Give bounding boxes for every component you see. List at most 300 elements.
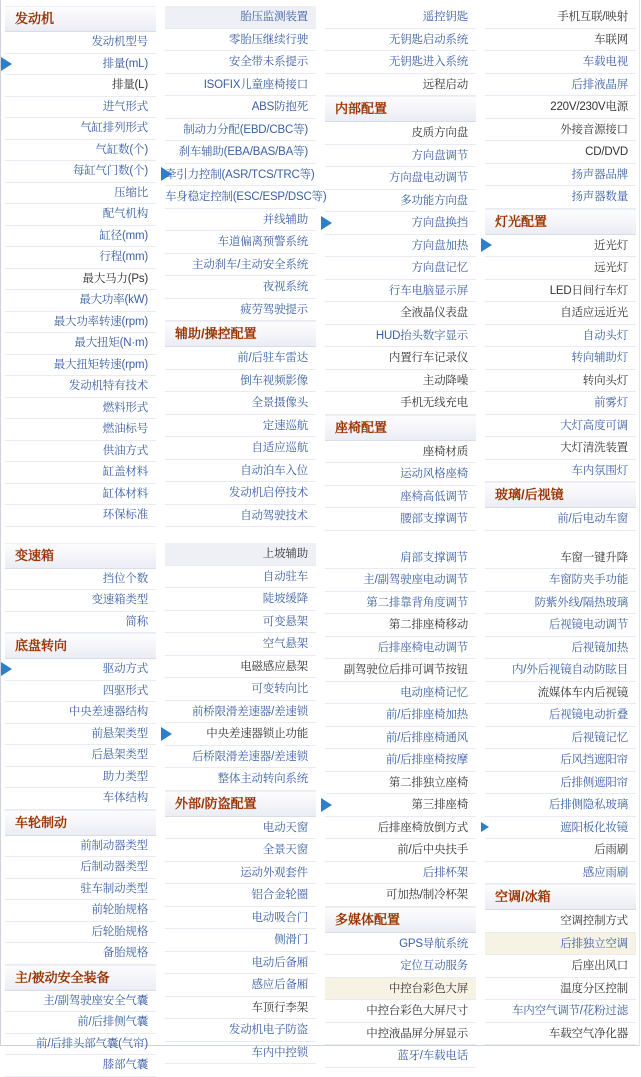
spec-item-label: 空调控制方式 — [560, 915, 628, 927]
spec-item-label: 车体结构 — [102, 792, 148, 804]
spec-item-link[interactable] — [5, 419, 156, 441]
section-header — [485, 482, 636, 508]
spec-item-link[interactable] — [5, 857, 156, 879]
spec-item-label: 行程(mm) — [99, 251, 148, 263]
spec-item-label: 前/后驻车雷达 — [237, 352, 308, 364]
spec-item-link[interactable] — [165, 1042, 316, 1065]
spec-item-link[interactable] — [485, 704, 636, 727]
spec-item-label: 中控台彩色大屏 — [388, 982, 468, 995]
spec-item-link[interactable] — [485, 392, 636, 415]
spec-item-label: 驻车制动类型 — [80, 882, 148, 895]
spec-item-label: 第二排独立座椅 — [388, 776, 468, 789]
spec-item-link[interactable] — [325, 122, 476, 145]
spec-item-label: 最大功率转速(rpm) — [53, 315, 148, 328]
spec-item-label: 内置行车记录仪 — [388, 352, 468, 364]
spec-item-link[interactable] — [5, 1055, 156, 1077]
spec-item-label: 中央差速器结构 — [68, 706, 148, 718]
spec-item-label: 车内氛围灯 — [571, 464, 628, 477]
spec-item-label: 可加热/制冷杯架 — [385, 889, 468, 901]
spec-item-link[interactable] — [325, 978, 476, 1001]
spec-item-link[interactable] — [5, 161, 156, 183]
spec-item-link[interactable] — [165, 543, 316, 566]
spec-item-link[interactable] — [165, 884, 316, 907]
spec-item-link[interactable] — [325, 257, 476, 280]
section-header — [5, 543, 156, 569]
spec-item-label: 燃油标号 — [102, 423, 148, 435]
spec-item-link[interactable] — [5, 441, 156, 463]
spec-item-link[interactable] — [325, 1023, 476, 1046]
spec-item-label: 无钥匙启动系统 — [388, 33, 468, 46]
spec-item-link[interactable] — [485, 235, 636, 258]
spec-item-link[interactable] — [485, 325, 636, 348]
spec-item-link[interactable] — [165, 119, 316, 142]
spec-item-label: 每缸气门数(个) — [72, 165, 148, 177]
spec-item-link[interactable] — [5, 204, 156, 226]
spec-item-link[interactable] — [325, 682, 476, 705]
spec-item-label: 220V/230V电源 — [550, 101, 628, 113]
spec-item-link[interactable] — [165, 164, 316, 187]
spec-item-label: 变速箱类型 — [91, 594, 148, 606]
spec-item-link[interactable] — [5, 788, 156, 810]
spec-item-link[interactable] — [5, 922, 156, 944]
spec-item-link[interactable] — [5, 75, 156, 97]
spec-item-link[interactable] — [485, 933, 636, 956]
spec-item-link[interactable] — [5, 702, 156, 724]
spec-item-link[interactable] — [325, 508, 476, 531]
section-header-label: 辅助/操控配置 — [175, 326, 257, 341]
spec-item-link[interactable] — [5, 569, 156, 591]
spec-item-label: 方向盘换挡 — [411, 217, 468, 229]
spec-item-label: 车内空气调节/花粉过滤 — [512, 1005, 628, 1017]
spec-item-link[interactable] — [485, 119, 636, 142]
spec-item-label: 后视镜电动折叠 — [548, 709, 628, 721]
spec-item-link[interactable] — [485, 547, 636, 570]
spec-item-label: 大灯清洗装置 — [560, 442, 628, 454]
spec-item-label: 车内中控锁 — [251, 1046, 308, 1059]
spec-item-link[interactable] — [325, 145, 476, 168]
section-header — [485, 884, 636, 910]
spec-item-link[interactable] — [165, 392, 316, 415]
spec-item-label: 挡位个数 — [102, 572, 148, 585]
spec-item-link[interactable] — [5, 681, 156, 703]
spec-item-label: 前/后排座椅加热 — [385, 709, 468, 721]
selected-indicator-arrow-icon — [1, 57, 12, 71]
spec-item-link[interactable] — [485, 614, 636, 637]
spec-item-link[interactable] — [325, 347, 476, 370]
spec-item-link[interactable] — [485, 164, 636, 187]
spec-item-link[interactable] — [485, 569, 636, 592]
spec-item-link[interactable] — [485, 817, 636, 840]
spec-item-label: 自动驾驶技术 — [240, 509, 308, 522]
spec-item-link[interactable] — [165, 566, 316, 589]
spec-item-link[interactable] — [5, 879, 156, 901]
spec-item-link[interactable] — [325, 190, 476, 213]
spec-item-label: 第二排靠背角度调节 — [366, 596, 468, 609]
spec-item-link[interactable] — [165, 997, 316, 1020]
spec-item-link[interactable] — [165, 347, 316, 370]
spec-item-link[interactable] — [485, 302, 636, 325]
spec-item-link[interactable] — [325, 727, 476, 750]
spec-item-label: 自动驻车 — [262, 570, 308, 583]
spec-item-label: 中央差速器锁止功能 — [206, 728, 308, 740]
spec-item-label: 发动机型号 — [91, 36, 148, 48]
spec-item-link[interactable] — [5, 269, 156, 291]
spec-item-link[interactable] — [325, 839, 476, 862]
spec-item-link[interactable] — [325, 325, 476, 348]
spec-item-link[interactable] — [485, 727, 636, 750]
spec-item-link[interactable] — [5, 118, 156, 140]
spec-item-link[interactable] — [485, 51, 636, 74]
spec-item-link[interactable] — [485, 29, 636, 52]
spec-item-label: 内/外后视镜自动防眩目 — [512, 664, 628, 676]
spec-item-label: 定速巡航 — [262, 419, 308, 432]
spec-item-label: 前/后排头部气囊(气帘) — [36, 1037, 148, 1050]
spec-item-link[interactable] — [165, 656, 316, 679]
section-header-label: 灯光配置 — [495, 213, 548, 229]
spec-item-link[interactable] — [485, 910, 636, 933]
spec-item-link[interactable] — [485, 749, 636, 772]
spec-item-label: 转向头灯 — [582, 374, 628, 387]
spec-item-label: 并线辅助 — [262, 213, 308, 226]
spec-item-link[interactable] — [5, 590, 156, 612]
spec-item-label: 侧滑门 — [274, 934, 308, 946]
section-header — [485, 209, 636, 235]
spec-item-link[interactable] — [325, 955, 476, 978]
spec-item-link[interactable] — [5, 183, 156, 205]
spec-item-label: 后视镜加热 — [571, 641, 628, 654]
spec-item-link[interactable] — [485, 186, 636, 209]
spec-item-link[interactable] — [485, 415, 636, 438]
spec-item-label: 防紫外线/隔热玻璃 — [534, 596, 628, 609]
spec-item-label: 可变转向比 — [251, 683, 308, 695]
spec-item-link[interactable] — [5, 312, 156, 334]
spec-item-link[interactable] — [165, 817, 316, 840]
spec-item-link[interactable] — [5, 54, 156, 76]
spec-item-link[interactable] — [325, 74, 476, 97]
spec-item-link[interactable] — [5, 376, 156, 398]
spec-column-2 — [161, 0, 327, 1059]
spec-item-link[interactable] — [5, 32, 156, 54]
spec-column-3 — [321, 0, 481, 1062]
spec-item-label: 手机互联/映射 — [557, 11, 628, 23]
spec-item-link[interactable] — [165, 588, 316, 611]
spec-item-link[interactable] — [325, 302, 476, 325]
spec-item-link[interactable] — [325, 704, 476, 727]
spec-item-link[interactable] — [5, 1034, 156, 1056]
spec-item-link[interactable] — [165, 276, 316, 299]
spec-item-link[interactable] — [5, 462, 156, 484]
section-header — [5, 633, 156, 659]
spec-item-link[interactable] — [325, 933, 476, 956]
spec-item-label: 流媒体车内后视镜 — [537, 686, 628, 699]
spec-item-link[interactable] — [485, 370, 636, 393]
spec-item-link[interactable] — [5, 1012, 156, 1034]
spec-item-label: 电动座椅记忆 — [400, 686, 468, 699]
spec-item-link[interactable] — [165, 929, 316, 952]
spec-item-link[interactable] — [165, 437, 316, 460]
spec-item-link[interactable] — [485, 1023, 636, 1046]
spec-item-link[interactable] — [5, 836, 156, 858]
section-header-label: 座椅配置 — [335, 419, 388, 435]
spec-column-4 — [481, 0, 641, 1045]
spec-item-link[interactable] — [485, 257, 636, 280]
spec-item-label: 排量(L) — [111, 79, 148, 91]
spec-item-link[interactable] — [165, 678, 316, 701]
spec-item-link[interactable] — [165, 611, 316, 634]
section-header-label: 内部配置 — [335, 101, 388, 116]
spec-item-link[interactable] — [5, 991, 156, 1013]
spec-item-label: 座椅材质 — [422, 445, 468, 458]
spec-item-link[interactable] — [485, 141, 636, 164]
spec-item-label: 驱动方式 — [102, 663, 148, 675]
spec-item-label: 后排液晶屏 — [571, 78, 628, 91]
spec-item-link[interactable] — [485, 347, 636, 370]
spec-item-link[interactable] — [485, 592, 636, 615]
spec-item-label: 环保标准 — [102, 509, 148, 521]
spec-item-link[interactable] — [5, 97, 156, 119]
spec-item-link[interactable] — [165, 952, 316, 975]
spec-item-label: 前/后排侧气囊 — [77, 1016, 148, 1028]
spec-item-link[interactable] — [485, 794, 636, 817]
spec-item-label: 燃料形式 — [102, 401, 148, 414]
spec-item-link[interactable] — [325, 392, 476, 415]
spec-item-label: 简称 — [125, 615, 148, 628]
spec-item-link[interactable] — [165, 29, 316, 52]
spec-item-link[interactable] — [325, 167, 476, 190]
spec-item-link[interactable] — [5, 900, 156, 922]
spec-item-link[interactable] — [325, 51, 476, 74]
spec-item-link[interactable] — [165, 768, 316, 791]
spec-item-label: 后座出风口 — [571, 960, 628, 972]
section-header-label: 车轮制动 — [15, 814, 68, 830]
spec-item-link[interactable] — [485, 862, 636, 885]
spec-item-link[interactable] — [165, 633, 316, 656]
spec-item-link[interactable] — [165, 907, 316, 930]
spec-item-link[interactable] — [325, 486, 476, 509]
spec-item-link[interactable] — [165, 974, 316, 997]
spec-item-label: 自动泊车入位 — [240, 464, 308, 477]
spec-item-link[interactable] — [325, 569, 476, 592]
section-header-label: 变速箱 — [15, 547, 55, 563]
spec-item-label: 扬声器数量 — [571, 191, 628, 203]
spec-item-link[interactable] — [325, 794, 476, 817]
spec-item-label: 方向盘记忆 — [411, 262, 468, 274]
spec-item-link[interactable] — [485, 682, 636, 705]
spec-item-link[interactable] — [5, 612, 156, 634]
selected-indicator-arrow-icon — [481, 238, 492, 252]
spec-item-label: 主动刹车/主动安全系统 — [192, 258, 308, 271]
spec-item-link[interactable] — [165, 415, 316, 438]
spec-item-label: 制动力分配(EBD/CBC等) — [183, 123, 308, 136]
spec-item-link[interactable] — [485, 637, 636, 660]
spec-item-label: 主/副驾驶座电动调节 — [363, 574, 468, 586]
spec-item-link[interactable] — [165, 96, 316, 119]
spec-item-label: 倒车视频影像 — [240, 374, 308, 387]
spec-item-link[interactable] — [165, 723, 316, 746]
spec-item-link[interactable] — [325, 637, 476, 660]
spec-item-label: 全景天窗 — [262, 844, 308, 856]
section-header — [325, 415, 476, 441]
spec-item-label: 前/后中央扶手 — [397, 844, 468, 856]
spec-item-link[interactable] — [165, 701, 316, 724]
spec-item-link[interactable] — [165, 460, 316, 483]
spec-item-label: HUD抬头数字显示 — [375, 329, 468, 342]
spec-item-link[interactable] — [325, 6, 476, 29]
spec-item-label: 气缸数(个) — [95, 143, 148, 156]
spec-item-label: 蓝牙/车载电话 — [397, 1050, 468, 1062]
spec-item-label: 座椅高低调节 — [400, 490, 468, 503]
spec-item-link[interactable] — [5, 333, 156, 355]
spec-item-link[interactable] — [485, 1000, 636, 1023]
spec-item-link[interactable] — [485, 280, 636, 303]
spec-item-label: 备胎规格 — [102, 947, 148, 959]
spec-item-link[interactable] — [485, 772, 636, 795]
spec-item-label: 发动机启停技术 — [228, 487, 308, 499]
spec-item-link[interactable] — [325, 441, 476, 464]
spec-item-link[interactable] — [165, 839, 316, 862]
spec-item-label: 手机无线充电 — [400, 397, 468, 409]
section-header-label: 空调/冰箱 — [495, 889, 551, 904]
spec-item-link[interactable] — [165, 862, 316, 885]
spec-item-label: 压缩比 — [114, 186, 148, 199]
spec-item-link[interactable] — [325, 884, 476, 907]
spec-item-link[interactable] — [5, 290, 156, 312]
spec-item-link[interactable] — [325, 1000, 476, 1023]
spec-item-label: 可变悬架 — [262, 615, 308, 628]
spec-item-link[interactable] — [325, 212, 476, 235]
spec-item-label: 自适应巡航 — [251, 442, 308, 454]
spec-item-link[interactable] — [5, 724, 156, 746]
spec-item-link[interactable] — [5, 247, 156, 269]
spec-item-link[interactable] — [165, 74, 316, 97]
section-header-label: 主/被动安全装备 — [15, 969, 110, 985]
spec-item-link[interactable] — [165, 482, 316, 505]
spec-item-link[interactable] — [485, 96, 636, 119]
spec-item-link[interactable] — [5, 767, 156, 789]
spec-item-label: 配气机构 — [102, 208, 148, 220]
spec-item-link[interactable] — [325, 547, 476, 570]
spec-item-label: 安全带未系提示 — [228, 56, 308, 68]
spec-item-link[interactable] — [5, 140, 156, 162]
spec-item-link[interactable] — [165, 141, 316, 164]
spec-item-link[interactable] — [165, 505, 316, 528]
section-header — [5, 6, 156, 32]
spec-item-link[interactable] — [325, 862, 476, 885]
spec-item-label: 前/后电动车窗 — [557, 513, 628, 525]
spec-item-label: 温度分区控制 — [560, 982, 628, 995]
spec-column-1 — [1, 0, 161, 1071]
spec-item-link[interactable] — [485, 460, 636, 483]
spec-item-link[interactable] — [5, 943, 156, 965]
spec-item-link[interactable] — [5, 659, 156, 681]
spec-item-label: 电动吸合门 — [251, 911, 308, 924]
spec-item-label: 车窗防夹手功能 — [548, 574, 628, 586]
spec-item-link[interactable] — [165, 299, 316, 322]
spec-item-link[interactable] — [325, 29, 476, 52]
spec-item-link[interactable] — [485, 978, 636, 1001]
spec-item-label: 后排座椅放倒方式 — [377, 821, 468, 834]
spec-item-label: 方向盘电动调节 — [388, 172, 468, 184]
spec-item-link[interactable] — [165, 51, 316, 74]
spec-item-label: LED日间行车灯 — [549, 284, 628, 297]
spec-item-label: 外接音源接口 — [560, 123, 628, 136]
spec-item-label: 全景摄像头 — [251, 397, 308, 409]
spec-item-link[interactable] — [485, 508, 636, 531]
spec-item-link[interactable] — [325, 772, 476, 795]
spec-item-label: 中控台彩色大屏尺寸 — [366, 1005, 468, 1017]
spec-item-link[interactable] — [165, 209, 316, 232]
spec-item-label: 全液晶仪表盘 — [400, 307, 468, 319]
spec-item-link[interactable] — [325, 749, 476, 772]
spec-item-link[interactable] — [165, 254, 316, 277]
spec-item-label: CD/DVD — [585, 146, 628, 158]
spec-item-label: 气缸排列形式 — [80, 122, 148, 134]
spec-item-link[interactable] — [325, 463, 476, 486]
spec-item-label: 扬声器品牌 — [571, 168, 628, 181]
spec-item-label: 发动机特有技术 — [68, 380, 148, 392]
spec-item-link[interactable] — [485, 74, 636, 97]
spec-item-link[interactable] — [325, 280, 476, 303]
spec-item-link[interactable] — [485, 6, 636, 29]
spec-item-link[interactable] — [5, 355, 156, 377]
spec-item-label: 疲劳驾驶提示 — [240, 303, 308, 316]
spec-item-link[interactable] — [165, 746, 316, 769]
spec-item-link[interactable] — [165, 1019, 316, 1042]
spec-item-link[interactable] — [325, 1045, 476, 1068]
section-header — [5, 965, 156, 991]
spec-item-link[interactable] — [325, 614, 476, 637]
spec-item-label: 车道偏离预警系统 — [217, 236, 308, 248]
spec-item-link[interactable] — [165, 370, 316, 393]
spec-item-link[interactable] — [165, 6, 316, 29]
spec-item-label: 车载空气净化器 — [548, 1027, 628, 1040]
spec-item-label: 运动风格座椅 — [400, 468, 468, 480]
spec-item-label: 排量(mL) — [102, 57, 148, 70]
spec-item-link[interactable] — [5, 484, 156, 506]
spec-item-link[interactable] — [5, 398, 156, 420]
section-gap — [485, 531, 636, 547]
selected-indicator-arrow-icon — [1, 662, 12, 676]
spec-item-link[interactable] — [485, 437, 636, 460]
spec-item-label: 无钥匙进入系统 — [388, 56, 468, 68]
spec-item-label: 后排杯架 — [422, 866, 468, 879]
spec-item-label: 中控液晶屏分屏显示 — [366, 1027, 468, 1040]
section-header — [325, 96, 476, 122]
spec-item-link[interactable] — [325, 592, 476, 615]
spec-item-link[interactable] — [485, 955, 636, 978]
spec-item-link[interactable] — [485, 659, 636, 682]
spec-item-label: 方向盘调节 — [411, 149, 468, 162]
spec-item-label: 电磁感应悬架 — [240, 660, 308, 673]
spec-item-link[interactable] — [5, 226, 156, 248]
spec-item-label: 皮质方向盘 — [411, 127, 468, 139]
spec-item-link[interactable] — [165, 186, 327, 209]
spec-item-link[interactable] — [5, 505, 156, 527]
spec-item-link[interactable] — [325, 370, 476, 393]
spec-item-label: 主/副驾驶座安全气囊 — [43, 994, 148, 1007]
spec-item-link[interactable] — [325, 659, 476, 682]
selected-indicator-arrow-icon — [321, 798, 332, 812]
spec-item-label: 远程启动 — [422, 78, 468, 91]
spec-item-link[interactable] — [325, 235, 476, 258]
spec-item-link[interactable] — [325, 817, 476, 840]
section-header-label: 玻璃/后视镜 — [495, 487, 564, 502]
spec-item-link[interactable] — [5, 745, 156, 767]
spec-item-label: 后排侧隐私玻璃 — [548, 799, 628, 811]
section-header-label: 外部/防盗配置 — [175, 795, 257, 811]
spec-item-link[interactable] — [165, 231, 316, 254]
spec-item-link[interactable] — [485, 839, 636, 862]
